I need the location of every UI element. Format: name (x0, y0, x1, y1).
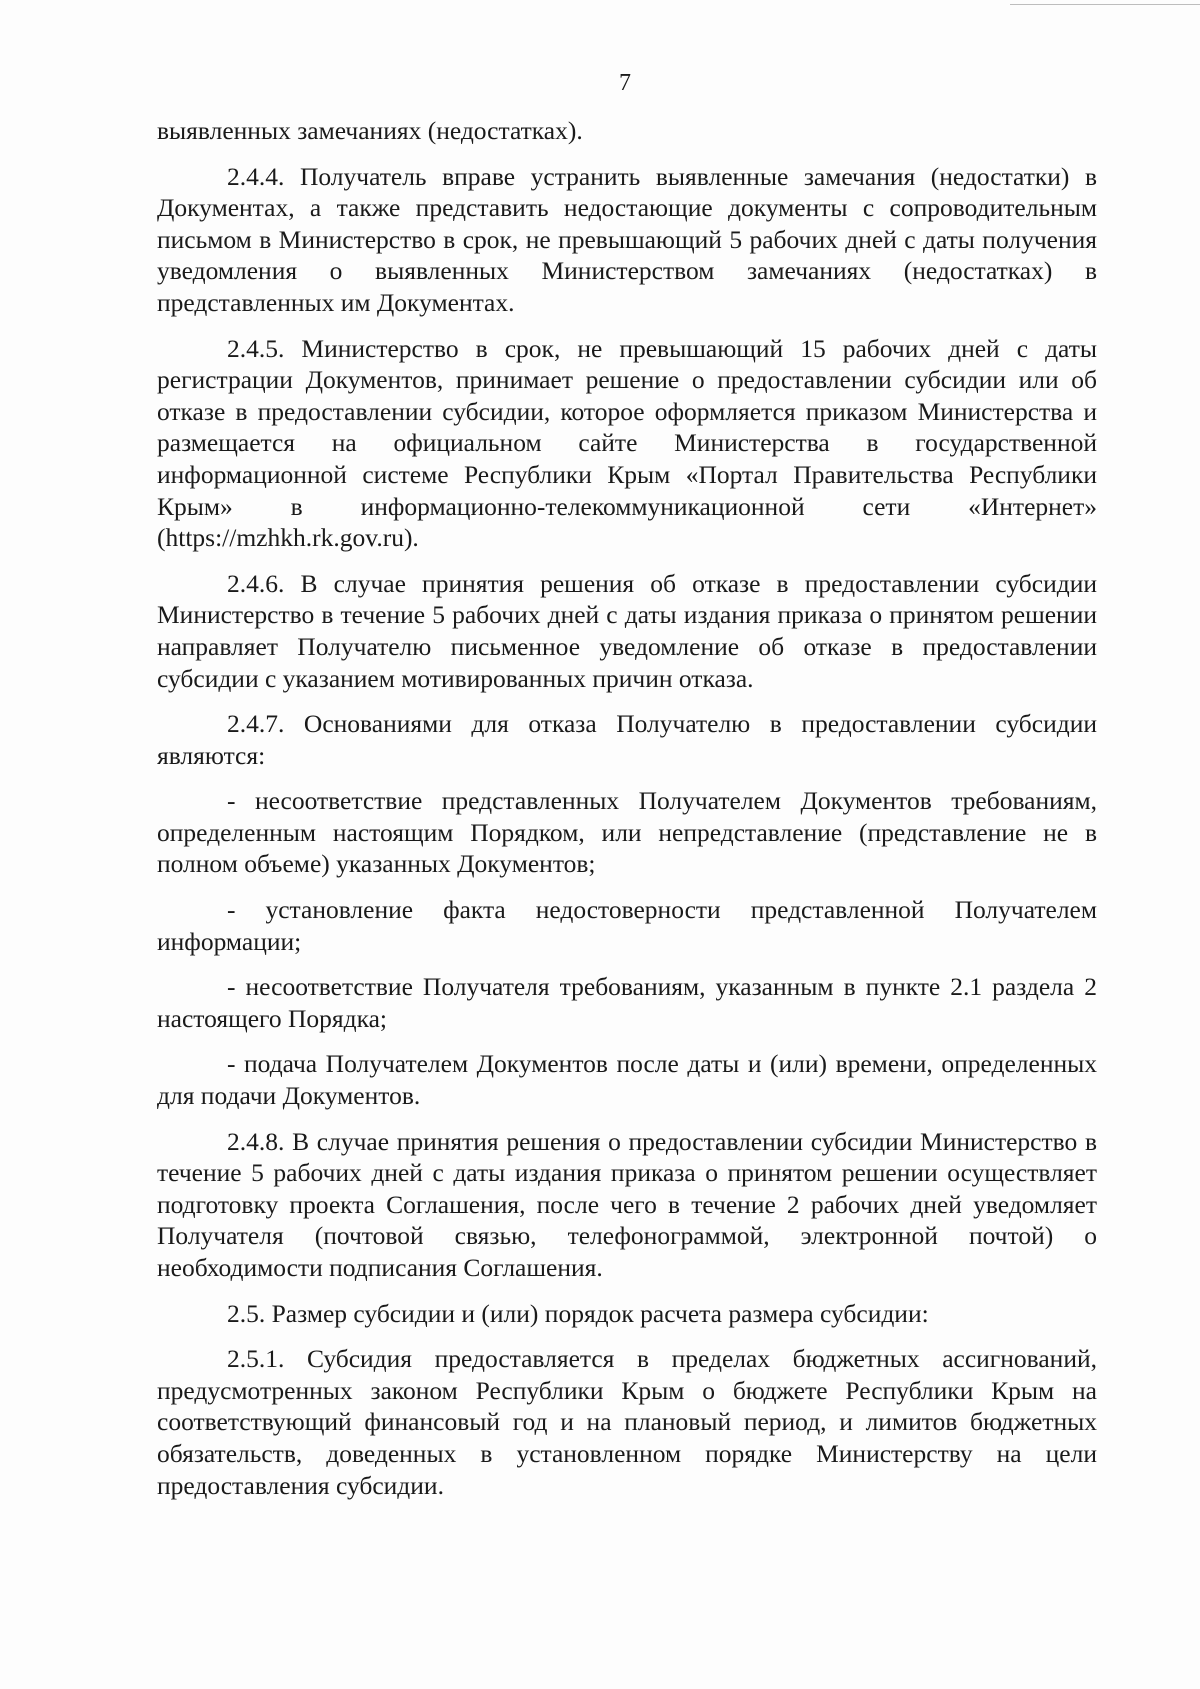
paragraph-continuation: выявленных замечаниях (недостатках). (157, 116, 583, 145)
page-number: 7 (619, 70, 631, 96)
scan-edge-line (1010, 4, 1200, 5)
list-item-late-submission: - подача Получателем Документов после даты и (или) времени, определенных для подачи Документов. (157, 1049, 1097, 1111)
paragraph-2-5: 2.5. Размер субсидии и (или) порядок расчета размера субсидии: (227, 1298, 929, 1328)
list-item-noncompliance-documents: - несоответствие представленных Получателем Документов требованиям, определенным настоящим Порядком, или непредставление (представление не в полном объеме) указанных Документов; (157, 786, 1097, 879)
paragraph-2-4-8: 2.4.8. В случае принятия решения о предоставлении субсидии Министерство в течение 5 рабочих дней с даты издания приказа о принятом решении осуществляет подготовку проекта Соглашения, после чего в течение 2 рабочих дней уведомляет Получателя (почтовой связью, телефонограммой, электронной почтой) о необходимости подписания Соглашения. (157, 1126, 1097, 1282)
list-item-false-information: - установление факта недостоверности представленной Получателем информации; (157, 895, 1097, 956)
list-item-noncompliance-recipient: - несоответствие Получателя требованиям, указанным в пункте 2.1 раздела 2 настоящего Порядка; (157, 972, 1097, 1033)
document-body (157, 115, 1097, 1515)
paragraph-2-5-1: 2.5.1. Субсидия предоставляется в пределах бюджетных ассигнований, предусмотренных законом Республики Крым о бюджете Республики Крым на соответствующий финансовый год и на плановый период, и лимитов бюджетных обязательств, доведенных в установленном порядке Министерству на цели предоставления субсидии. (157, 1344, 1097, 1500)
paragraph-2-4-6: 2.4.6. В случае принятия решения об отказе в предоставлении субсидии Министерство в течение 5 рабочих дней с даты издания приказа о принятом решении направляет Получателю письменное уведомление об отказе в предоставлении субсидии с указанием мотивированных причин отказа. (157, 568, 1097, 693)
paragraph-2-4-7: 2.4.7. Основаниями для отказа Получателю в предоставлении субсидии являются: (157, 709, 1097, 770)
paragraph-2-4-4: 2.4.4. Получатель вправе устранить выявленные замечания (недостатки) в Документах, а также представить недостающие документы с сопроводительным письмом в Министерство в срок, не превышающий 5 рабочих дней с даты получения уведомления о выявленных Министерством замечаниях (недостатках) в представленных им Документах. (157, 161, 1097, 317)
paragraph-2-4-5: 2.4.5. Министерство в срок, не превышающий 15 рабочих дней с даты регистрации Документов, принимает решение о предоставлении субсидии или об отказе в предоставлении субсидии, которое оформляется приказом Министерства и размещается на официальном сайте Министерства в государственной информационной системе Республики Крым «Портал Правительства Республики Крым» в информационно-телекоммуникационной сети «Интернет» (https://mzhkh.rk.gov.ru). (157, 333, 1097, 553)
